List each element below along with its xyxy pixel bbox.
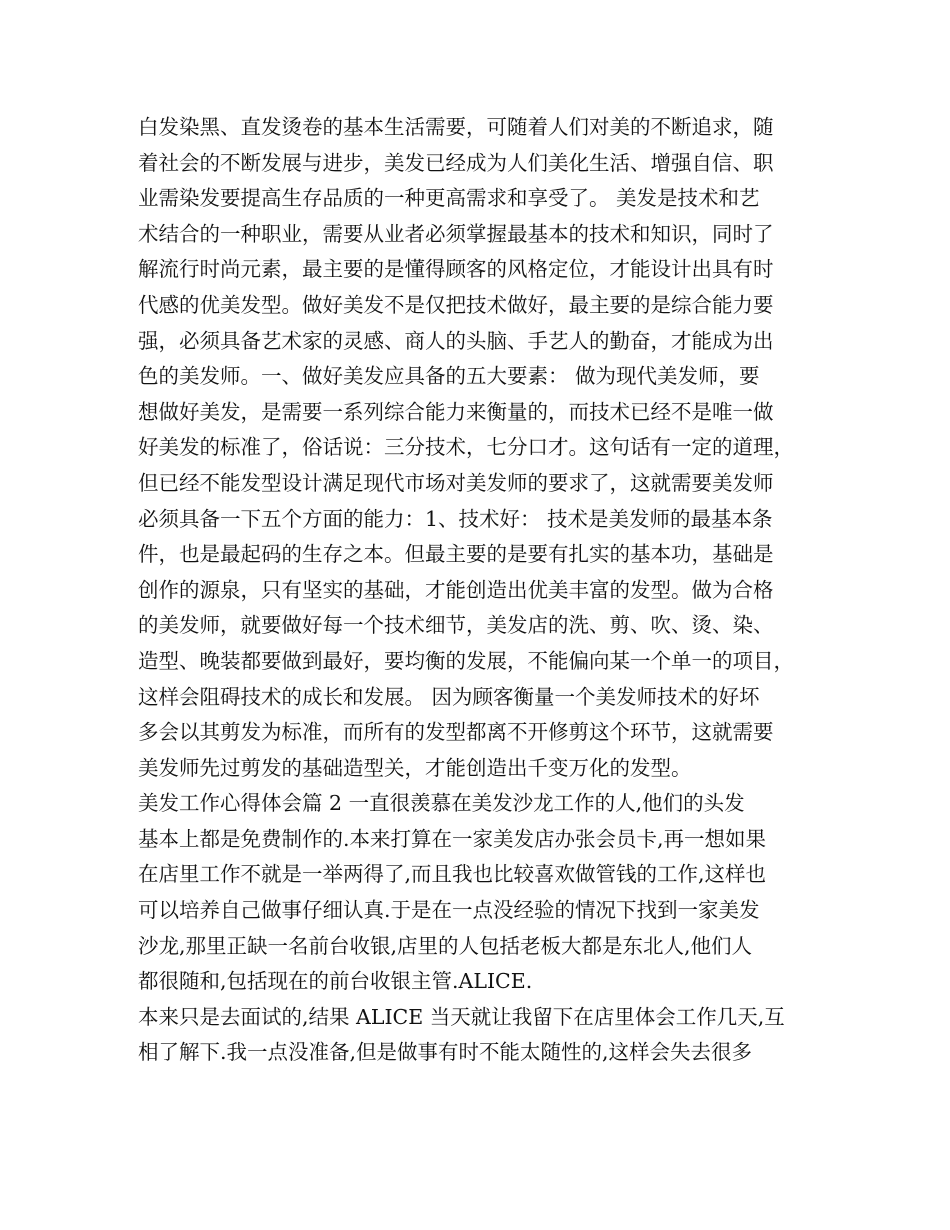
text-line: 这样会阻碍技术的成长和发展。 因为顾客衡量一个美发师技术的好坏 bbox=[138, 684, 760, 709]
text-line: 多会以其剪发为标准，而所有的发型都离不开修剪这个环节，这就需要 bbox=[138, 720, 774, 745]
text-line: 本来只是去面试的,结果 ALICE 当天就让我留下在店里体会工作几天,互 bbox=[138, 1004, 785, 1029]
document-body-text bbox=[138, 110, 828, 1071]
text-line: 白发染黑、直发烫卷的基本生活需要，可随着人们对美的不断追求，随 bbox=[138, 115, 774, 139]
text-line: 着社会的不断发展与进步，美发已经成为人们美化生活、增强自信、职 bbox=[138, 150, 774, 175]
text-line: 解流行时尚元素，最主要的是懂得顾客的风格定位，才能设计出具有时 bbox=[138, 257, 774, 282]
text-line: 业需染发要提高生存品质的一种更高需求和享受了。 美发是技术和艺 bbox=[138, 186, 760, 211]
text-line: 可以培养自己做事仔细认真.于是在一点没经验的情况下找到一家美发 bbox=[138, 898, 760, 923]
text-line: 相了解下.我一点没准备,但是做事有时不能太随性的,这样会失去很多 bbox=[138, 1040, 753, 1065]
text-line: 都很随和,包括现在的前台收银主管.ALICE. bbox=[138, 969, 533, 994]
text-line: 强，必须具备艺术家的灵感、商人的头脑、手艺人的勤奋，才能成为出 bbox=[138, 328, 774, 353]
text-line: 创作的源泉，只有坚实的基础，才能创造出优美丰富的发型。做为合格 bbox=[138, 577, 774, 602]
text-line: 基本上都是免费制作的.本来打算在一家美发店办张会员卡,再一想如果 bbox=[138, 826, 767, 851]
text-line: 件，也是最起码的生存之本。但最主要的是要有扎实的基本功，基础是 bbox=[138, 542, 774, 567]
text-line: 沙龙,那里正缺一名前台收银,店里的人包括老板大都是东北人,他们人 bbox=[138, 933, 753, 958]
text-line: 代感的优美发型。做好美发不是仅把技术做好，最主要的是综合能力要 bbox=[138, 292, 774, 317]
text-line: 的美发师，就要做好每一个技术细节，美发店的洗、剪、吹、烫、染、 bbox=[138, 613, 774, 638]
text-line: 美发师先过剪发的基础造型关，才能创造出千变万化的发型。 bbox=[138, 755, 692, 780]
text-line: 必须具备一下五个方面的能力：1、技术好： 技术是美发师的最基本条 bbox=[138, 506, 773, 531]
text-line: 术结合的一种职业，需要从业者必须掌握最基本的技术和知识，同时了 bbox=[138, 221, 774, 246]
text-line: 想做好美发，是需要一系列综合能力来衡量的，而技术已经不是唯一做 bbox=[138, 399, 774, 424]
text-line: 在店里工作不就是一举两得了,而且我也比较喜欢做管钱的工作,这样也 bbox=[138, 862, 767, 887]
text-line: 造型、晚装都要做到最好，要均衡的发展，不能偏向某一个单一的项目， bbox=[138, 648, 794, 673]
text-line: 好美发的标准了，俗话说：三分技术，七分口才。这句话有一定的道理， bbox=[138, 435, 794, 460]
text-line: 色的美发师。一、做好美发应具备的五大要素： 做为现代美发师，要 bbox=[138, 364, 760, 389]
text-line: 但已经不能发型设计满足现代市场对美发师的要求了，这就需要美发师 bbox=[138, 470, 774, 495]
section-heading-line: 美发工作心得体会篇 2 一直很羡慕在美发沙龙工作的人,他们的头发 bbox=[138, 791, 745, 816]
